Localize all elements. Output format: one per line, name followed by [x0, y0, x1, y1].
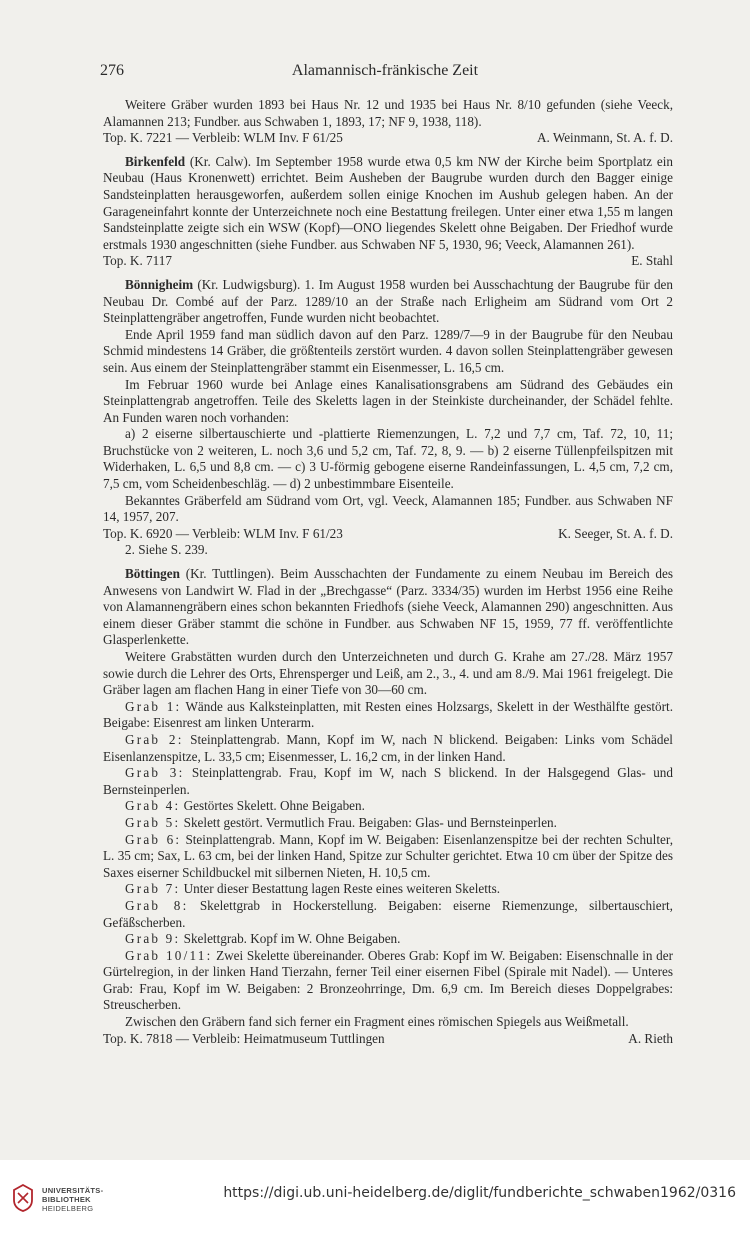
- paragraph: Weitere Grabstätten wurden durch den Unterzeichneten und durch G. Krahe am 27./28. März 1957 sowie durch die Lehrer des Orts, Ehrensperger und Leiß, am 2., 3., 4. und am 8./9. Mai 1961 freigelegt. Die Gräber lagen am flachen Hang in einer Tiefe von 30—60 cm.: [103, 649, 673, 698]
- author-signature: K. Seeger, St. A. f. D.: [558, 525, 673, 541]
- grave-label: Grab 8:: [125, 897, 189, 913]
- grave-entry: [103, 732, 673, 765]
- grave-text: Skelett gestört. Vermutlich Frau. Beigaben: Glas- und Bernsteinperlen.: [180, 814, 557, 830]
- paragraph: [103, 566, 673, 649]
- reference-line: [103, 253, 673, 270]
- paragraph: [103, 277, 673, 327]
- paragraph-text: (Kr. Ludwigsburg). 1. Im August 1958 wurden bei Ausschachtung der Baugrube für den Neubau Dr. Combé auf der Parz. 1289/10 an der Straße nach Erligheim am Südrand vom Ort 2 Steinplattengräber angetroffen, Funde wurden nicht beobachtet.: [103, 276, 673, 326]
- grave-entry: [103, 815, 673, 832]
- paragraph: 2. Siehe S. 239.: [125, 542, 208, 558]
- library-name-line: UNIVERSITÄTS-: [42, 1186, 104, 1195]
- grave-label: Grab 1:: [125, 698, 182, 714]
- grave-text: Steinplattengrab. Mann, Kopf im W. Beigaben: Eisenlanzenspitze bei der rechten Schulter, L. 35 cm; Sax, L. 63 cm, bei der linken Hand, Spitze zur Schulter gerichtet. Etwa 10 cm über der Spitze des Saxes eiserner Schildbuckel mit silbernen Nieten, H. 10,5 cm.: [103, 831, 673, 880]
- page-header: [100, 62, 670, 84]
- topographic-reference: Top. K. 7818 — Verbleib: Heimatmuseum Tuttlingen: [103, 1030, 385, 1046]
- grave-entry: [103, 699, 673, 732]
- page-number: 276: [100, 62, 124, 79]
- grave-entry: [103, 931, 673, 948]
- site-name: Bönnigheim: [125, 276, 194, 292]
- grave-entry: [103, 765, 673, 798]
- grave-text: Wände aus Kalksteinplatten, mit Resten eines Holzsargs, Skelett in der Westhälfte gestört. Beigabe: Eisenrest am linken Unterarm.: [103, 698, 673, 731]
- paragraph-text: (Kr. Calw). Im September 1958 wurde etwa 0,5 km NW der Kirche beim Sportplatz ein Neubau (Haus Kronenwett) errichtet. Beim Ausheben der Baugrube wurden durch den Bagger einige Sandsteinplatten herausgeworfen, außerdem sollen einige Knochen im Aushub gelegen haben. An der Garageneinfahrt konnte der Unterzeichnete noch eine Bestattung freilegen. Unter einer etwa 1,55 m langen Sandsteinplatte zeigte sich ein WSW (Kopf)—ONO liegendes Skelett ohne Beigaben. Der Friedhof wurde erstmals 1930 angeschnitten (siehe Fundber. aus Schwaben NF 5, 1930, 96; Veeck, Alamannen 261).: [103, 153, 673, 252]
- grave-label: Grab 7:: [125, 881, 181, 897]
- grave-text: Skelettgrab in Hockerstellung. Beigaben: eiserne Riemenzunge, silbertauschiert, Gefäßscherben.: [103, 897, 673, 930]
- grave-label: Grab 5:: [125, 814, 181, 830]
- paragraph: Weitere Gräber wurden 1893 bei Haus Nr. 12 und 1935 bei Haus Nr. 8/10 gefunden (siehe Veeck, Alamannen 213; Fundber. aus Schwaben 1, 1893, 17; NF 9, 1938, 118).: [103, 97, 673, 129]
- running-title: Alamannisch-fränkische Zeit: [291, 62, 479, 79]
- grave-label: Grab 2:: [125, 731, 184, 747]
- grave-text: Unter dieser Bestattung lagen Reste eines weiteren Skeletts.: [180, 881, 501, 897]
- site-name: Böttingen: [125, 566, 180, 582]
- grave-entry: [103, 832, 673, 882]
- grave-label: Grab 9:: [125, 931, 181, 947]
- grave-entry: [103, 798, 673, 815]
- paragraph-text: (Kr. Tuttlingen). Beim Ausschachten der Fundamente zu einem Neubau im Bereich des Anwesens von Landwirt W. Flad in der „Brechgasse“ (Parz. 3334/35) wurden im Herbst 1956 eine Reihe von Alamannengräbern eines schon bekannten Friedhofs (siehe Veeck, Alamannen 290) angeschnitten. Aus einem dieser Gräber stammt die schöne in Fundber. aus Schwaben NF 15, 1959, 77 ff. veröffentlichte Glasperlenkette.: [103, 566, 673, 648]
- grave-text: Steinplattengrab. Frau, Kopf im W, nach S blickend. In der Halsgegend Glas- und Bernsteinperlen.: [103, 765, 673, 797]
- library-logo-icon: [12, 1184, 34, 1212]
- paragraph: a) 2 eiserne silbertauschierte und -plattierte Riemenzungen, L. 7,2 und 7,7 cm, Taf. 72, 10, 11; Bruchstücke von 2 weiteren, L. noch 3,6 und 5,2 cm, Taf. 72, 8, 9. — b) 2 eiserne Tüllenpfeilspitzen mit Widerhaken, L. 6,5 und 8,8 cm. — c) 3 U-förmig gebogene eiserne Randeinfassungen, L. 4,5 cm, 7,2 cm, 7,5 cm, vom Scheidenbeschläg. — d) 2 unbestimmbare Eisenteile.: [103, 426, 673, 492]
- topographic-reference: Top. K. 6920 — Verbleib: WLM Inv. F 61/23: [103, 525, 343, 541]
- grave-text: Zwei Skelette übereinander. Oberes Grab: Kopf im W. Beigaben: Eisenschnalle in der Gürtelregion, in der linken Hand Tierzahn, ferner Teil einer eisernen Fibel (Spirale mit Nadel). — Unteres Grab: Frau, Kopf im W. Beigaben: 2 Bronzeohrringe, Dm. 6,9 cm. Im Bereich dieses Doppelgrabes: Streuscherben.: [103, 947, 673, 1013]
- library-name-line: BIBLIOTHEK: [42, 1195, 91, 1204]
- reference-line: [103, 1031, 673, 1048]
- grave-label: Grab 6:: [125, 831, 182, 847]
- article-body: [103, 97, 673, 1054]
- permalink-url[interactable]: https://digi.ub.uni-heidelberg.de/diglit/fundberichte_schwaben1962/0316: [223, 1185, 736, 1201]
- grave-entry: [103, 898, 673, 931]
- library-name: [42, 1186, 103, 1213]
- author-signature: A. Rieth: [628, 1030, 673, 1046]
- paragraph: Im Februar 1960 wurde bei Anlage eines Kanalisationsgrabens am Südrand des Gebäudes ein Steinplattengrab angetroffen. Teile des Skeletts lagen in der Steinkiste durcheinander, der Schädel fehlte. An Funden waren noch vorhanden:: [103, 376, 673, 425]
- paragraph: Bekanntes Gräberfeld am Südrand vom Ort, vgl. Veeck, Alamannen 185; Fundber. aus Schwaben NF 14, 1957, 207.: [103, 492, 673, 525]
- paragraph: Zwischen den Gräbern fand sich ferner ein Fragment eines römischen Spiegels aus Weißmetall.: [125, 1014, 629, 1030]
- grave-label: Grab 10/11:: [125, 947, 213, 963]
- grave-text: Steinplattengrab. Mann, Kopf im W, nach N blickend. Beigaben: Links vom Schädel Eisenlanzenspitze, L. 33,5 cm; Eisenmesser, L. 16,2 cm, in der linken Hand.: [103, 731, 673, 764]
- grave-text: Gestörtes Skelett. Ohne Beigaben.: [180, 798, 365, 814]
- reference-line: [103, 130, 673, 147]
- grave-text: Skelettgrab. Kopf im W. Ohne Beigaben.: [180, 931, 401, 947]
- grave-label: Grab 3:: [125, 765, 185, 781]
- paragraph: Ende April 1959 fand man südlich davon auf den Parz. 1289/7—9 in der Baugrube für den Neubau Schmid mindestens 14 Gräber, die größtenteils zerstört wurden. 4 davon sollen Steinplattengräber gewesen sein. Aus einem der Steinplattengräber stammt ein Eisenmesser, L. 16,5 cm.: [103, 326, 673, 375]
- site-name: Birkenfeld: [125, 153, 186, 169]
- author-signature: A. Weinmann, St. A. f. D.: [536, 130, 673, 146]
- topographic-reference: Top. K. 7221 — Verbleib: WLM Inv. F 61/25: [103, 130, 343, 146]
- author-signature: E. Stahl: [631, 253, 673, 269]
- grave-entry: [103, 948, 673, 1014]
- viewer-footer: [0, 1160, 750, 1235]
- library-name-line: HEIDELBERG: [42, 1204, 94, 1213]
- grave-entry: [103, 881, 673, 898]
- topographic-reference: Top. K. 7117: [103, 253, 172, 269]
- reference-line: [103, 526, 673, 543]
- grave-label: Grab 4:: [125, 798, 181, 814]
- paragraph: [103, 154, 673, 254]
